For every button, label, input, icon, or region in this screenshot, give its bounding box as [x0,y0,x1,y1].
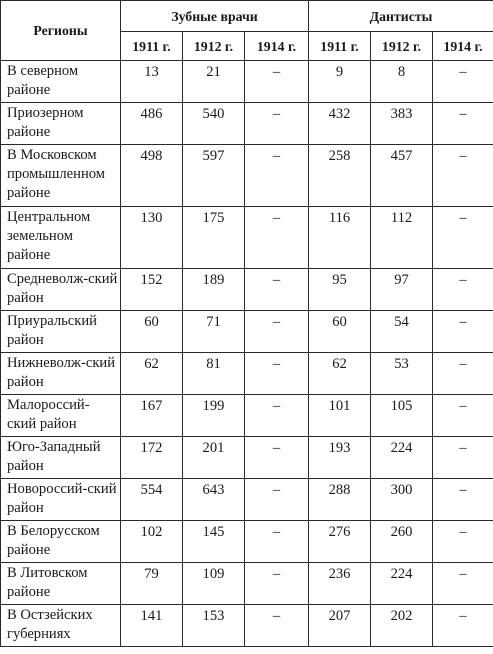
value-cell: 130 [121,207,183,269]
value-cell: 300 [371,479,433,521]
header-row-groups [1,1,493,32]
value-cell: – [433,563,493,605]
region-header: Регионы [1,1,121,61]
value-cell: 71 [183,311,245,353]
value-cell: – [433,311,493,353]
value-cell: 109 [183,563,245,605]
year-header: 1914 г. [433,32,493,61]
table-row [1,521,493,563]
value-cell: – [245,353,309,395]
value-cell: 116 [309,207,371,269]
region-cell: Центральном земельном районе [1,207,121,269]
value-cell: 95 [309,269,371,311]
value-cell: – [433,395,493,437]
value-cell: – [245,207,309,269]
table-row [1,311,493,353]
value-cell: 189 [183,269,245,311]
value-cell: 383 [371,103,433,145]
table-row [1,103,493,145]
value-cell: – [245,269,309,311]
value-cell: 597 [183,145,245,207]
value-cell: 141 [121,605,183,647]
value-cell: – [433,479,493,521]
value-cell: 457 [371,145,433,207]
value-cell: 207 [309,605,371,647]
table-row [1,395,493,437]
value-cell: 224 [371,563,433,605]
value-cell: – [245,437,309,479]
value-cell: – [433,353,493,395]
value-cell: 62 [309,353,371,395]
value-cell: 152 [121,269,183,311]
value-cell: – [245,563,309,605]
value-cell: 8 [371,61,433,103]
value-cell: 643 [183,479,245,521]
table-row [1,605,493,647]
region-cell: В Московском промышленном районе [1,145,121,207]
value-cell: – [433,145,493,207]
table-row [1,207,493,269]
value-cell: 486 [121,103,183,145]
region-cell: В Белорусском районе [1,521,121,563]
table-row [1,269,493,311]
group-header-dental-doctors: Зубные врачи [121,1,309,32]
table-row [1,437,493,479]
region-cell: В Остзейских губерниях [1,605,121,647]
value-cell: 54 [371,311,433,353]
value-cell: 53 [371,353,433,395]
value-cell: – [433,605,493,647]
value-cell: – [433,207,493,269]
year-header: 1911 г. [309,32,371,61]
value-cell: – [245,145,309,207]
value-cell: 101 [309,395,371,437]
region-cell: Новороссий-ский район [1,479,121,521]
group-header-dentists: Дантисты [309,1,493,32]
value-cell: 105 [371,395,433,437]
year-header: 1912 г. [371,32,433,61]
region-cell: Юго-Западный район [1,437,121,479]
region-cell: В северном районе [1,61,121,103]
value-cell: 498 [121,145,183,207]
value-cell: 97 [371,269,433,311]
value-cell: 79 [121,563,183,605]
value-cell: 554 [121,479,183,521]
table-body [1,61,493,647]
value-cell: 60 [309,311,371,353]
value-cell: 112 [371,207,433,269]
value-cell: – [245,311,309,353]
value-cell: 9 [309,61,371,103]
value-cell: 202 [371,605,433,647]
value-cell: 153 [183,605,245,647]
value-cell: – [245,61,309,103]
year-header: 1911 г. [121,32,183,61]
value-cell: – [433,103,493,145]
value-cell: 13 [121,61,183,103]
value-cell: 102 [121,521,183,563]
value-cell: 276 [309,521,371,563]
region-cell: В Литовском районе [1,563,121,605]
value-cell: 167 [121,395,183,437]
value-cell: 224 [371,437,433,479]
year-header: 1912 г. [183,32,245,61]
value-cell: – [245,605,309,647]
value-cell: 145 [183,521,245,563]
value-cell: 199 [183,395,245,437]
value-cell: 258 [309,145,371,207]
region-cell: Малороссий-ский район [1,395,121,437]
value-cell: 62 [121,353,183,395]
value-cell: 175 [183,207,245,269]
value-cell: 60 [121,311,183,353]
table-row [1,353,493,395]
year-header: 1914 г. [245,32,309,61]
value-cell: 236 [309,563,371,605]
table-row [1,563,493,605]
value-cell: – [245,395,309,437]
value-cell: 432 [309,103,371,145]
value-cell: 193 [309,437,371,479]
table-row [1,145,493,207]
region-cell: Нижневолж-ский район [1,353,121,395]
value-cell: 540 [183,103,245,145]
value-cell: 201 [183,437,245,479]
value-cell: – [245,479,309,521]
value-cell: 172 [121,437,183,479]
value-cell: – [433,269,493,311]
region-cell: Приозерном районе [1,103,121,145]
value-cell: – [245,521,309,563]
value-cell: 288 [309,479,371,521]
region-cell: Приуральский район [1,311,121,353]
table-row [1,479,493,521]
region-cell: Средневолж-ский район [1,269,121,311]
value-cell: 21 [183,61,245,103]
value-cell: 81 [183,353,245,395]
value-cell: – [433,61,493,103]
value-cell: 260 [371,521,433,563]
value-cell: – [433,437,493,479]
table-row [1,61,493,103]
value-cell: – [245,103,309,145]
value-cell: – [433,521,493,563]
